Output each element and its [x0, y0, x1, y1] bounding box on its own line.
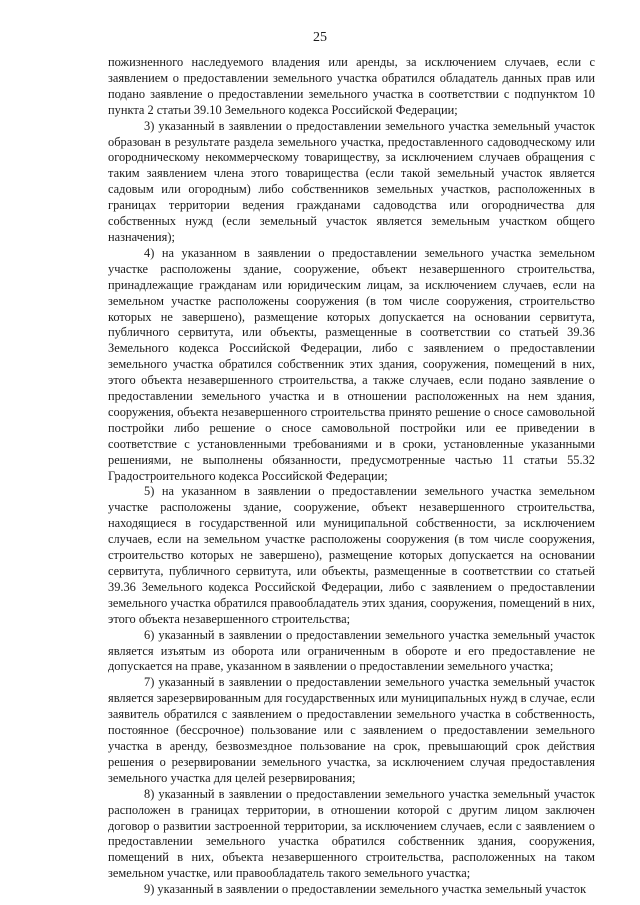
paragraph-item-7: 7) указанный в заявлении о предоставлении земельного участка земельный участок является зарезервированным для государственных или муниципальных нужд в случае, если заявитель обратился с заявлением о предоставлении земельного участка в собственность, постоянное (бессрочное) пользование или с заявлением о предоставлении земельного участка в аренду, безвозмездное пользование на срок, превышающий срок действия решения о резервировании земельного участка, за исключением случая предоставления земельного участка для целей резервирования; — [108, 675, 595, 785]
paragraph-item-5: 5) на указанном в заявлении о предоставлении земельного участка земельном участке расположены здание, сооружение, объект незавершенного строительства, находящиеся в государственной или муниципальной собственности, за исключением случаев, если на земельном участке расположены сооружения (в том числе сооружения, строительство которых не завершено), размещение которых допускается на основании сервитута, публичного сервитута, или объекты, размещенные в соответствии со статьей 39.36 Земельного кодекса Российской Федерации, либо с заявлением о предоставлении земельного участка обратился правообладатель этих здания, сооружения, помещений в них, этого объекта незавершенного строительства; — [108, 484, 595, 626]
page-number: 25 — [313, 30, 327, 45]
document-body — [108, 55, 595, 898]
paragraph-item-3: 3) указанный в заявлении о предоставлении земельного участка земельный участок образован в результате раздела земельного участка, предоставленного садоводческому или огородническому некоммерческому товариществу, за исключением случаев обращения с таким заявлением члена этого товарищества (если такой земельный участок является садовым или огородным) либо собственников земельных участков, расположенных в границах территории ведения гражданами садоводства или огородничества для собственных нужд (если земельный участок является земельным участком общего назначения); — [108, 118, 595, 244]
paragraph-item-8: 8) указанный в заявлении о предоставлении земельного участка земельный участок расположен в границах территории, в отношении которой с другим лицом заключен договор о развитии застроенной территории, за исключением случаев, если с заявлением о предоставлении земельного участка обратился собственник здания, сооружения, помещений в них, объекта незавершенного строительства, расположенных на таком земельном участке, или правообладатель такого земельного участка; — [108, 786, 595, 881]
paragraph-item-9: 9) указанный в заявлении о предоставлении земельного участка земельный участок — [144, 882, 587, 897]
paragraph-item-4: 4) на указанном в заявлении о предоставлении земельного участка земельном участке расположены здание, сооружение, объект незавершенного строительства, принадлежащие гражданам или юридическим лицам, за исключением случаев, если на земельном участке расположены сооружения (в том числе сооружения, строительство которых не завершено), размещение которых допускается на основании сервитута, публичного сервитута, или объекты, размещенные в соответствии со статьей 39.36 Земельного кодекса Российской Федерации, либо с заявлением о предоставлении земельного участка обратился собственник этих здания, сооружения, помещений в них, этого объекта незавершенного строительства, а также случаев, если подано заявление о предоставлении земельного участка и в отношении расположенных на нем здания, сооружения, объекта незавершенного строительства принято решение о сносе самовольной постройки либо решение о сносе самовольной постройки или ее приведении в соответствие с установленными требованиями и в сроки, установленные указанными решениями, не выполнены обязанности, предусмотренные частью 11 статьи 55.32 Градостроительного кодекса Российской Федерации; — [108, 245, 595, 483]
paragraph-item-6: 6) указанный в заявлении о предоставлении земельного участка земельный участок является изъятым из оборота или ограниченным в обороте и его предоставление не допускается на праве, указанном в заявлении о предоставлении земельного участка; — [108, 627, 595, 674]
paragraph-continuation: пожизненного наследуемого владения или аренды, за исключением случаев, если с заявлением о предоставлении земельного участка обратился обладатель данных прав или подано заявление о предоставлении земельного участка в соответствии с подпунктом 10 пункта 2 статьи 39.10 Земельного кодекса Российской Федерации; — [108, 55, 595, 117]
